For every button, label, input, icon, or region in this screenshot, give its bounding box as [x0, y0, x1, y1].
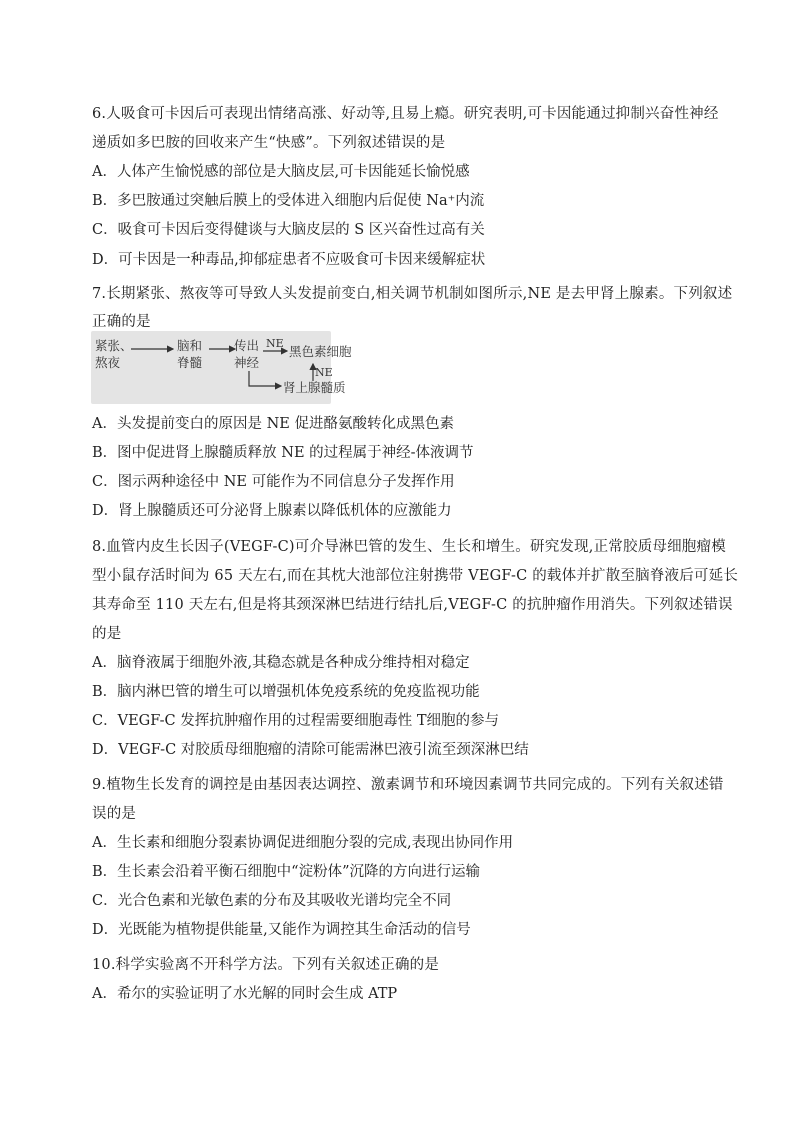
q6-stem-line-2: 递质如多巴胺的回收来产生“快感”。下列叙述错误的是 [92, 135, 446, 151]
q7-option-c: C．图示两种途径中 NE 可能作为不同信息分子发挥作用 [92, 474, 455, 490]
arrow-nerve-to-adrenal [249, 371, 281, 386]
q8-option-c: C．VEGF-C 发挥抗肿瘤作用的过程需要细胞毒性 T细胞的参与 [92, 713, 500, 729]
q9-option-b: B．生长素会沿着平衡石细胞中“淀粉体”沉降的方向进行运输 [92, 864, 480, 880]
node-melanocyte: 黑色素细胞 [289, 344, 352, 359]
q8-stem-line-4: 的是 [92, 626, 122, 642]
q7-stem-line-2: 正确的是 [92, 314, 151, 330]
q6-option-a: A．人体产生愉悦感的部位是大脑皮层,可卡因能延长愉悦感 [92, 164, 470, 180]
label-ne-top: NE [266, 337, 284, 350]
q10-stem-line-1: 10.科学实验离不开科学方法。下列有关叙述正确的是 [92, 957, 440, 973]
node-adrenal-medulla: 肾上腺髓质 [283, 380, 346, 395]
q8-option-b: B．脑内淋巴管的增生可以增强机体免疫系统的免疫监视功能 [92, 684, 480, 700]
q7-option-a: A．头发提前变白的原因是 NE 促进酪氨酸转化成黑色素 [92, 416, 454, 432]
q7-option-d: D．肾上腺髓质还可分泌肾上腺素以降低机体的应激能力 [92, 503, 452, 519]
q10-option-a: A．希尔的实验证明了水光解的同时会生成 ATP [92, 986, 398, 1002]
q8-option-a: A．脑脊液属于细胞外液,其稳态就是各种成分维持相对稳定 [92, 655, 470, 671]
q9-stem-line-2: 误的是 [92, 806, 137, 822]
node-efferent-line2: 神经 [234, 355, 260, 370]
q6-option-b: B．多巴胺通过突触后膜上的受体进入细胞内后促使 Na⁺内流 [92, 193, 485, 209]
q8-stem-line-3: 其寿命至 110 天左右,但是将其颈深淋巴结进行结扎后,VEGF-C 的抗肿瘤作用消失。下列叙述错误 [92, 597, 733, 613]
q7-option-b: B．图中促进肾上腺髓质释放 NE 的过程属于神经-体液调节 [92, 445, 474, 461]
node-stress-line1: 紧张、 [95, 338, 133, 353]
node-brain-line1: 脑和 [177, 338, 203, 353]
q9-option-c: C．光合色素和光敏色素的分布及其吸收光谱均完全不同 [92, 893, 452, 909]
q6-option-c: C．吸食可卡因后变得健谈与大脑皮层的 S 区兴奋性过高有关 [92, 222, 485, 238]
q8-stem-line-2: 型小鼠存活时间为 65 天左右,而在其枕大池部位注射携带 VEGF-C 的载体并扩散至脑脊液后可延长 [92, 568, 739, 584]
label-ne-right: NE [315, 366, 333, 379]
node-stress-line2: 熬夜 [95, 355, 121, 370]
q8-option-d: D．VEGF-C 对胶质母细胞瘤的清除可能需淋巴液引流至颈深淋巴结 [92, 742, 529, 758]
q9-option-a: A．生长素和细胞分裂素协调促进细胞分裂的完成,表现出协同作用 [92, 835, 514, 851]
q6-option-d: D．可卡因是一种毒品,抑郁症患者不应吸食可卡因来缓解症状 [92, 252, 486, 268]
q7-regulation-diagram [91, 331, 352, 404]
node-efferent-line1: 传出 [234, 338, 260, 353]
q7-stem-line-1: 7.长期紧张、熬夜等可导致人头发提前变白,相关调节机制如图所示,NE 是去甲肾上腺素。下列叙述 [92, 286, 733, 302]
q9-option-d: D．光既能为植物提供能量,又能作为调控其生命活动的信号 [92, 922, 471, 938]
q9-stem-line-1: 9.植物生长发育的调控是由基因表达调控、激素调节和环境因素调节共同完成的。下列有关叙述错 [92, 777, 724, 793]
node-brain-line2: 脊髓 [177, 355, 203, 370]
q6-stem-line-1: 6.人吸食可卡因后可表现出情绪高涨、好动等,且易上瘾。研究表明,可卡因能通过抑制兴奋性神经 [92, 106, 719, 122]
q8-stem-line-1: 8.血管内皮生长因子(VEGF-C)可介导淋巴管的发生、生长和增生。研究发现,正常胶质母细胞瘤模 [92, 539, 726, 555]
